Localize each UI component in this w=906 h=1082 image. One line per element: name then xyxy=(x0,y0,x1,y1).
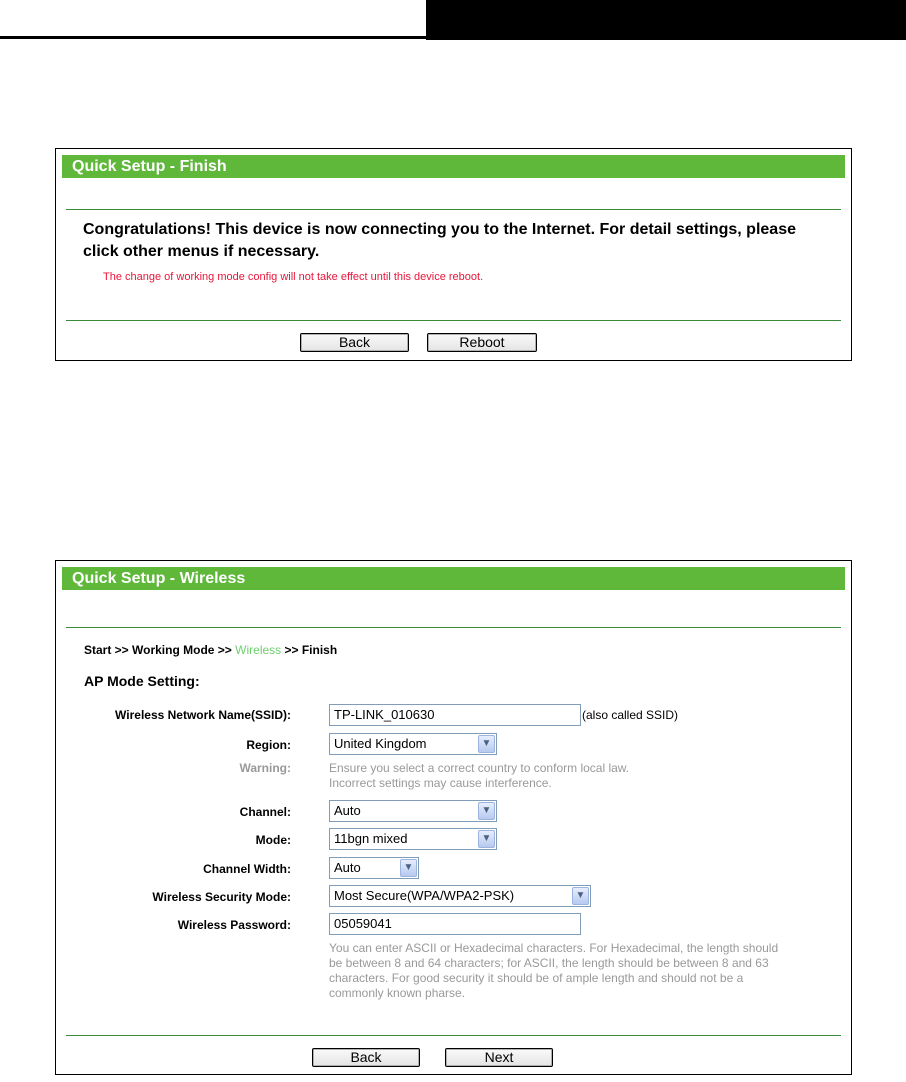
channel-label: Channel: xyxy=(239,805,291,819)
breadcrumb-start: Start >> Working Mode >> xyxy=(84,643,236,657)
finish-panel xyxy=(55,148,852,361)
divider xyxy=(66,320,841,321)
password-input[interactable]: 05059041 xyxy=(329,913,581,935)
ssid-input[interactable]: TP-LINK_010630 xyxy=(329,704,581,726)
chevron-down-icon[interactable]: ▼ xyxy=(478,830,495,848)
region-value: United Kingdom xyxy=(334,736,427,751)
channel-value: Auto xyxy=(334,803,361,818)
finish-title: Quick Setup - Finish xyxy=(62,155,845,178)
mode-value: 11bgn mixed xyxy=(334,831,408,846)
chevron-down-icon[interactable]: ▼ xyxy=(478,735,495,753)
breadcrumb xyxy=(84,643,337,657)
mode-select[interactable] xyxy=(329,828,497,850)
warning-label: Warning: xyxy=(239,761,291,775)
header-black-bar xyxy=(426,0,906,40)
reboot-button[interactable]: Reboot xyxy=(427,333,537,352)
security-mode-select[interactable] xyxy=(329,885,591,907)
chevron-down-icon[interactable]: ▼ xyxy=(478,802,495,820)
password-hint-line-2: be between 8 and 64 characters; for ASCII, the length should be between 8 and 63 xyxy=(329,956,769,970)
channel-select[interactable] xyxy=(329,800,497,822)
channel-width-label: Channel Width: xyxy=(203,862,291,876)
header-rule xyxy=(0,36,426,39)
chevron-down-icon[interactable]: ▼ xyxy=(400,859,417,877)
congratulations-message: Congratulations! This device is now connecting you to the Internet. For detail settings, please click other menus if necessary. xyxy=(83,221,796,260)
wireless-title: Quick Setup - Wireless xyxy=(62,567,845,590)
region-select[interactable] xyxy=(329,733,497,755)
section-title: AP Mode Setting: xyxy=(84,673,200,689)
breadcrumb-current: Wireless xyxy=(235,643,282,657)
security-mode-value: Most Secure(WPA/WPA2-PSK) xyxy=(334,888,515,903)
password-hint-line-4: commonly known pharse. xyxy=(329,986,466,1000)
warning-line-1: Ensure you select a correct country to conform local law. xyxy=(329,761,630,775)
divider xyxy=(66,209,841,210)
mode-label: Mode: xyxy=(255,833,291,847)
password-label: Wireless Password: xyxy=(177,918,291,932)
chevron-down-icon[interactable]: ▼ xyxy=(572,887,589,905)
warning-line-2: Incorrect settings may cause interference. xyxy=(329,776,552,790)
region-label: Region: xyxy=(246,738,291,752)
password-hint-line-3: characters. For good security it should be of ample length and should not be a xyxy=(329,971,744,985)
security-mode-label: Wireless Security Mode: xyxy=(152,890,291,904)
password-hint-line-1: You can enter ASCII or Hexadecimal characters. For Hexadecimal, the length should xyxy=(329,941,779,955)
back-button[interactable]: Back xyxy=(312,1048,420,1067)
breadcrumb-end: >> Finish xyxy=(281,643,338,657)
wireless-panel xyxy=(55,560,852,1075)
reboot-warning: The change of working mode config will not take effect until this device reboot. xyxy=(103,271,484,283)
back-button[interactable]: Back xyxy=(300,333,409,352)
divider xyxy=(66,627,841,628)
channel-width-value: Auto xyxy=(334,860,361,875)
divider xyxy=(66,1035,841,1036)
ssid-label: Wireless Network Name(SSID): xyxy=(115,708,291,722)
next-button[interactable]: Next xyxy=(445,1048,553,1067)
ssid-note: (also called SSID) xyxy=(582,708,679,722)
channel-width-select[interactable] xyxy=(329,857,419,879)
